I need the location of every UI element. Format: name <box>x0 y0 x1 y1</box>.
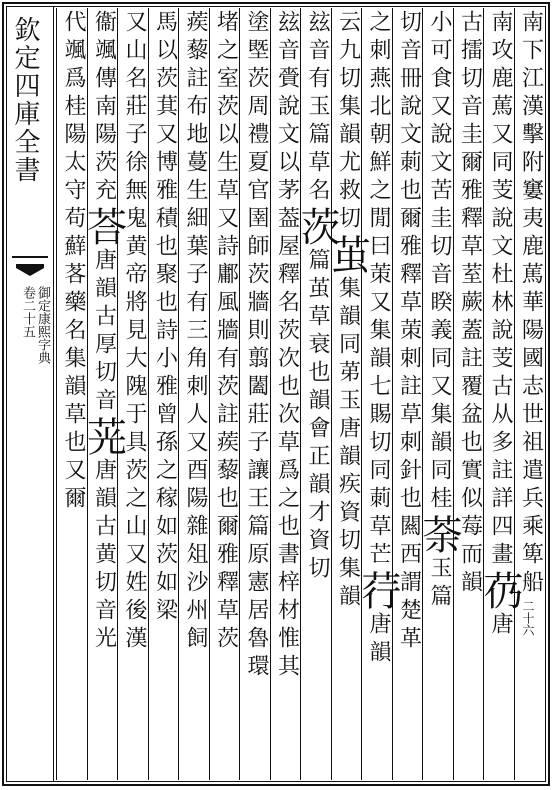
column-text: 蒺藜註布地蔓生細葉子有三角刺人又酉陽雜俎沙州飼 <box>183 10 208 654</box>
text-column <box>179 10 211 776</box>
column-text: 唐韻 <box>366 612 391 668</box>
column-text: 衞颯傳南陽茨充 <box>91 10 117 206</box>
text-column <box>271 10 303 776</box>
column-text: 南攻鹿䔍又同芰說文杜林說芰古从多註詳四畫 <box>488 10 513 570</box>
text-column <box>355 10 401 776</box>
headword-character: 茧 <box>324 234 371 276</box>
text-column <box>149 10 181 776</box>
text-column <box>210 10 242 776</box>
column-text: 韻會正韻才資切 <box>305 388 330 584</box>
margin-book-title: 御定康熙字典 <box>35 286 50 364</box>
column-text: 集韻同苐玉 <box>335 276 361 416</box>
text-column <box>515 10 547 776</box>
headword-character: 茨 <box>294 206 340 248</box>
text-column <box>240 10 272 776</box>
margin-volume: 卷二十五 <box>20 286 35 338</box>
column-text: 楚革 <box>396 598 422 654</box>
column-text: 塗塈茨周禮夏官圉師茨牆則翦闔莊子讓王篇原憲居魯環 <box>244 10 269 682</box>
column-text: 又山名莊子徐無鬼黄帝將見大隗于具茨之山又姓後漢 <box>122 10 147 654</box>
column-text: 古擂切音圭爾雅釋草荎蕨蓋註覆盆也實似莓而韻 <box>457 10 483 598</box>
fishtail-mark-icon <box>16 264 44 278</box>
column-text: 玆音賫說文以茅葢屋釋名茨次也次草爲之也書梓材惟其 <box>274 10 300 682</box>
page-number: 二十六 <box>521 600 535 636</box>
column-text: 玉篇 <box>427 556 452 612</box>
text-column <box>80 10 127 776</box>
text-column <box>57 10 89 776</box>
page-margin-strip <box>6 6 54 782</box>
margin-subtitle <box>14 286 50 436</box>
headword-character: 荼 <box>416 514 462 556</box>
column-text: 馬以茨萁又博雅積也聚也詩小雅曾孫之稼如茨如梁 <box>152 10 178 626</box>
column-text: 玆音有玉篇草名 <box>305 10 330 206</box>
column-text: 唐 <box>488 612 513 640</box>
text-column <box>393 10 425 776</box>
headword-character: 荇 <box>355 570 401 612</box>
text-column <box>324 10 371 776</box>
text-column <box>294 10 340 776</box>
text-column <box>416 10 462 776</box>
column-text: 堵之室茨以生草又詩鄘風牆有茨註蒺藜也爾雅釋草茨 <box>213 10 239 654</box>
column-text: 唐韻古黄切音光 <box>91 458 117 654</box>
column-text: 云九切集韻尤救切 <box>335 10 361 234</box>
column-text: 集韻草也又爾 <box>61 346 86 514</box>
margin-title: 欽定四庫全書 <box>10 16 40 184</box>
text-column <box>118 10 150 776</box>
column-text: 之刺燕北朝鮮之閒曰茦又集韻七賜切同莿草芒 <box>366 10 391 570</box>
column-text: 唐韻疾資切集韻 <box>335 416 361 612</box>
column-text: 南下江漢擊附窶夷鹿䔍華陽國志世祖遣兵乘箄船 <box>518 10 544 598</box>
column-text: 篇茧草衰也 <box>305 248 330 388</box>
text-column <box>477 10 523 776</box>
headword-character: 荅 <box>80 206 127 248</box>
column-text: 唐韻古厚切音 <box>91 248 117 416</box>
headword-character: 芿 <box>477 570 523 612</box>
column-text: 小可食又說文苦圭切音睽義同又集韻同桂 <box>427 10 452 514</box>
headword-character: 茪 <box>80 416 127 458</box>
column-text: 代颯爲桂陽太守 <box>61 10 86 206</box>
text-column <box>454 10 486 776</box>
column-text: 切音冊說文莿也爾雅釋草茦刺註草刺針也闗西謂 <box>396 10 422 598</box>
margin-divider <box>12 256 48 258</box>
column-text: 苟蘚茖藥名 <box>61 206 86 346</box>
